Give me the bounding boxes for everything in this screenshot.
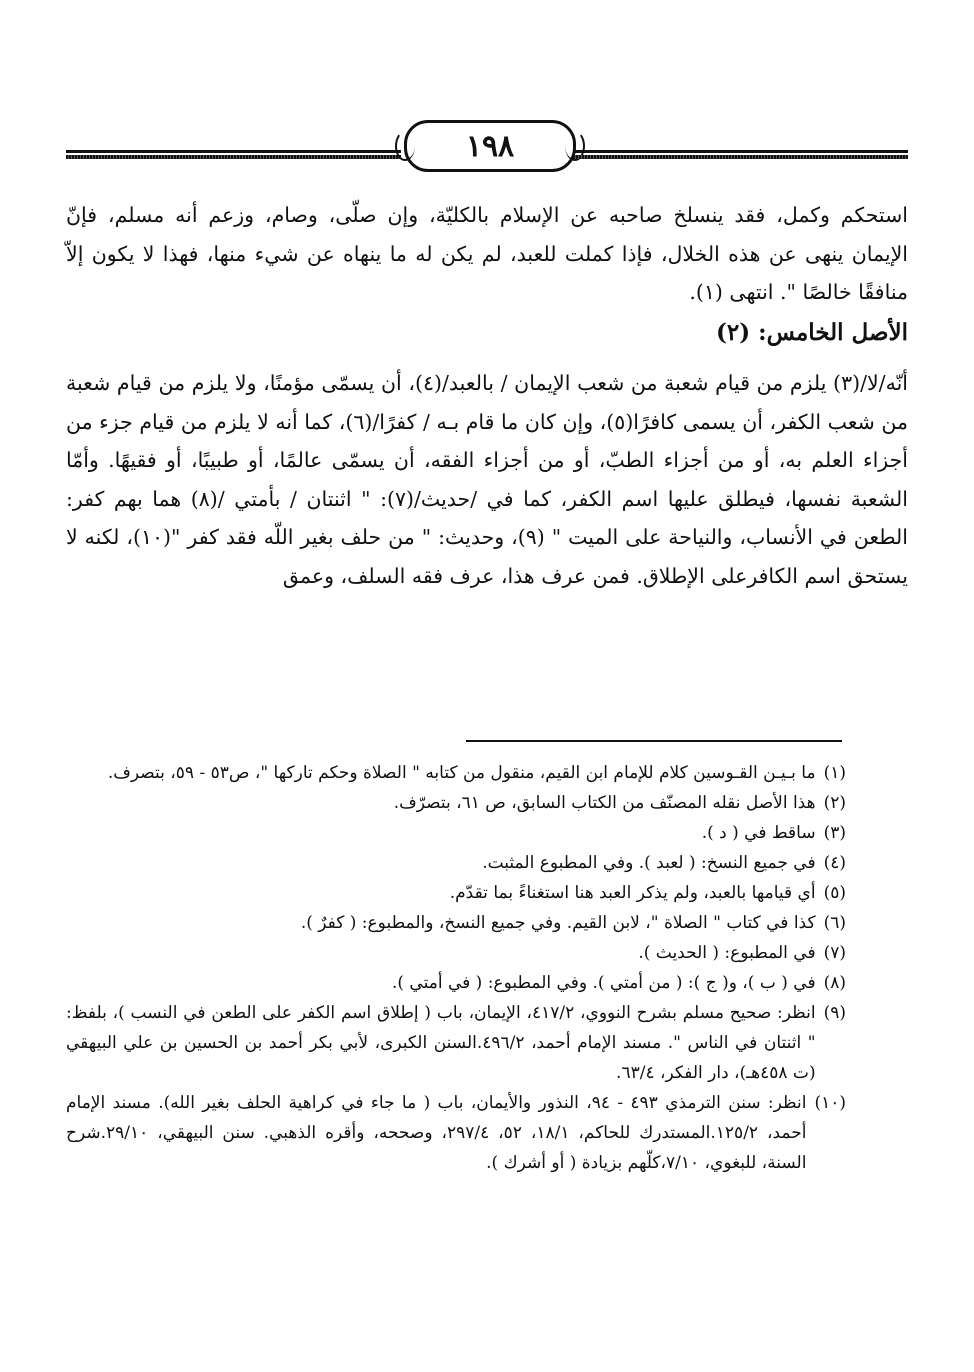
footnote-number: (٣) [823, 823, 846, 843]
footnote-number: (٢) [823, 793, 846, 813]
footnote [66, 968, 846, 998]
footnote [66, 788, 846, 818]
footnote-divider [466, 740, 842, 742]
footnote-number: (١) [823, 763, 846, 783]
footnote [66, 848, 846, 878]
footnote [66, 998, 846, 1088]
footnote-number: (٥) [823, 883, 846, 903]
footnote [66, 818, 846, 848]
page-header [66, 118, 908, 168]
footnote [66, 908, 846, 938]
footnote-number: (٩) [823, 1003, 846, 1023]
paragraph-1: استحكم وكمل، فقد ينسلخ صاحبه عن الإسلام بالكليّة، وإن صلّى، وصام، وزعم أنه مسلم، فإنّ الإيمان ينهى عن هذه الخلال، فإذا كملت للعبد، لم يكن له ما ينهاه عن شيء منها، فهذا لا يكون إلاّ منافقًا خالصًا ". انتهى (١). [66, 203, 908, 304]
header-rule-left [66, 150, 401, 160]
footnote-number: (٨) [823, 973, 846, 993]
header-rule-right [573, 150, 908, 160]
section-heading: الأصل الخامس: (٢) [716, 318, 908, 346]
footnote [66, 938, 846, 968]
footnote-number: (٦) [823, 913, 846, 933]
footnote-text: في ( ب )، و( ج ): ( من أمتي ). وفي المطبوع: ( في أمتي ). [391, 973, 816, 993]
footnote-number: (٧) [823, 943, 846, 963]
footnote-text: كذا في كتاب " الصلاة "، لابن القيم. وفي جميع النسخ، والمطبوع: ( كفرٌ ). [300, 913, 816, 933]
main-text [66, 196, 908, 595]
footnote-text: هذا الأصل نقله المصنّف من الكتاب السابق، ص ٦١، بتصرّف. [393, 793, 816, 813]
footnote-text: ما بـيـن القـوسين كلام للإمام ابن القيم، منقول من كتابه " الصلاة وحكم تاركها "، ص٥٣ - ٥٩، بتصرف. [107, 763, 816, 783]
footnote-text: أي قيامها بالعبد، ولم يذكر العبد هنا استغناءً بما تقدّم. [449, 883, 816, 903]
footnotes [66, 758, 846, 1178]
footnote-text: في المطبوع: ( الحديث ). [638, 943, 816, 963]
footnote [66, 758, 846, 788]
footnote-number: (١٠) [814, 1093, 846, 1113]
paragraph-2: أنّه/لا/(٣) يلزم من قيام شعبة من شعب الإيمان / بالعبد/(٤)، أن يسمّى مؤمنًا، ولا يلزم من قيام شعبة من شعب الكفر، أن يسمى كافرًا(٥)، وإن كان ما قام بـه / كفرًا/(٦)، كما أنه لا يلزم من قيام جزء من أجزاء العلم به، أو من أجزاء الطبّ، أو من أجزاء الفقه، أن يسمّى عالمًا، أو طبيبًا، أو فقيهًا. وأمّا الشعبة نفسها، فيطلق عليها اسم الكفر، كما في /حديث/(٧): " اثنتان / بأمتي /(٨) هما بهم كفر: الطعن في الأنساب، والنياحة على الميت " (٩)، وحديث: " من حلف بغير اللّه فقد كفر "(١٠)، لكنه لا يستحق اسم الكافرعلى الإطلاق. فمن عرف هذا، عرف فقه السلف، وعمق [66, 371, 908, 588]
footnote-number: (٤) [823, 853, 846, 873]
page-number: ١٩٨ [404, 120, 576, 172]
footnote-text: انظر: صحيح مسلم بشرح النووي، ٤١٧/٢، الإيمان، باب ( إطلاق اسم الكفر على الطعن في النسب )، بلفظ: " اثنتان في الناس ". مسند الإمام أحمد، ٤٩٦/٢.السنن الكبرى، لأبي بكر أحمد بن الحسين بن علي البيهقي (ت ٤٥٨هـ)، دار الفكر، ٦٣/٤. [66, 1003, 816, 1083]
footnote-text: انظر: سنن الترمذي ٤٩٣ - ٩٤، النذور والأيمان، باب ( ما جاء في كراهية الحلف بغير الله). مسند الإمام أحمد، ١٢٥/٢.المستدرك للحاكم، ١٨/١، ٥٢، ٢٩٧/٤، وصححه، وأقره الذهبي. سنن البيهقي، ٢٩/١٠.شرح السنة، للبغوي، ٧/١٠،كلّهم بزيادة ( أو أشرك ). [66, 1093, 807, 1173]
footnote [66, 878, 846, 908]
footnote-text: ساقط في ( د ). [701, 823, 816, 843]
footnote [66, 1088, 846, 1178]
footnote-text: في جميع النسخ: ( لعبد ). وفي المطبوع المثبت. [482, 853, 816, 873]
